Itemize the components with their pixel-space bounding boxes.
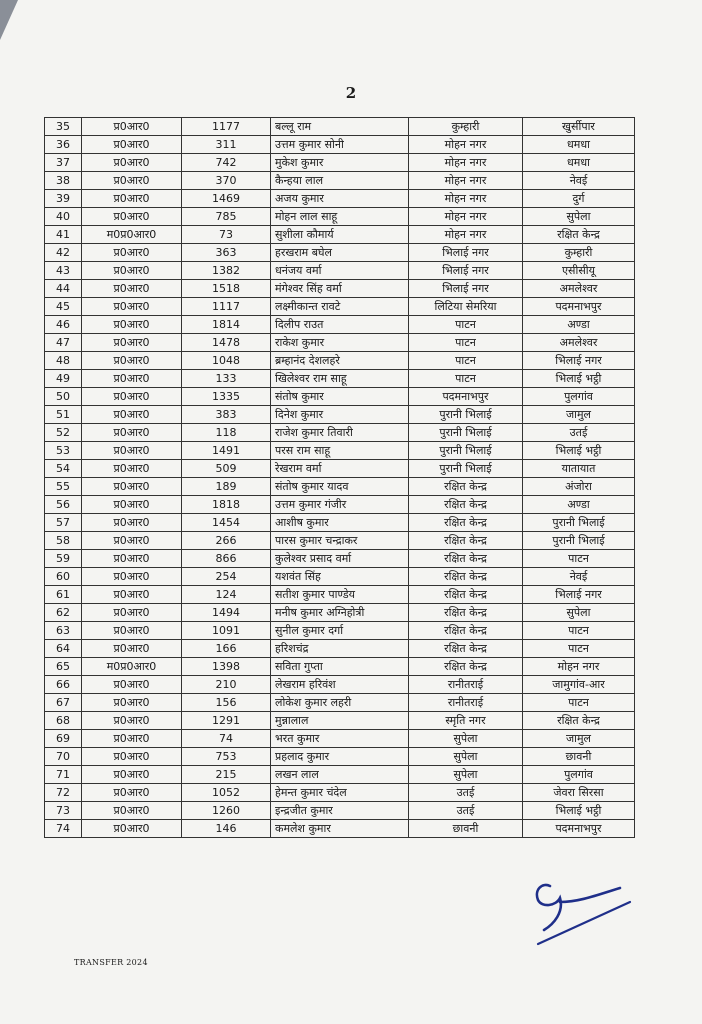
table-row [45, 640, 635, 658]
from-posting-cell: रानीतराई [409, 694, 523, 712]
rank-cell: प्र0आर0 [82, 298, 182, 316]
name-cell: पारस कुमार चन्द्राकर [271, 532, 409, 550]
badge-number-cell: 74 [182, 730, 271, 748]
from-posting-cell: मोहन नगर [409, 172, 523, 190]
table-row [45, 820, 635, 838]
table-row [45, 730, 635, 748]
badge-number-cell: 742 [182, 154, 271, 172]
rank-cell: प्र0आर0 [82, 712, 182, 730]
badge-number-cell: 1398 [182, 658, 271, 676]
rank-cell: प्र0आर0 [82, 802, 182, 820]
to-posting-cell: भिलाई भट्ठी [523, 370, 635, 388]
from-posting-cell: पाटन [409, 370, 523, 388]
rank-cell: प्र0आर0 [82, 460, 182, 478]
table-row [45, 748, 635, 766]
to-posting-cell: पुलगांव [523, 388, 635, 406]
table-row [45, 442, 635, 460]
table-row [45, 226, 635, 244]
to-posting-cell: पाटन [523, 694, 635, 712]
serial-number-cell: 60 [45, 568, 82, 586]
rank-cell: प्र0आर0 [82, 622, 182, 640]
badge-number-cell: 124 [182, 586, 271, 604]
to-posting-cell: पुलगांव [523, 766, 635, 784]
serial-number-cell: 73 [45, 802, 82, 820]
serial-number-cell: 53 [45, 442, 82, 460]
rank-cell: प्र0आर0 [82, 154, 182, 172]
table-row [45, 496, 635, 514]
from-posting-cell: रक्षित केन्द्र [409, 532, 523, 550]
from-posting-cell: रक्षित केन्द्र [409, 550, 523, 568]
serial-number-cell: 66 [45, 676, 82, 694]
table-row [45, 622, 635, 640]
rank-cell: प्र0आर0 [82, 730, 182, 748]
badge-number-cell: 1260 [182, 802, 271, 820]
rank-cell: प्र0आर0 [82, 514, 182, 532]
badge-number-cell: 266 [182, 532, 271, 550]
from-posting-cell: रक्षित केन्द्र [409, 586, 523, 604]
name-cell: ब्रम्हानंद देशलहरे [271, 352, 409, 370]
badge-number-cell: 1048 [182, 352, 271, 370]
rank-cell: प्र0आर0 [82, 694, 182, 712]
table-row [45, 694, 635, 712]
rank-cell: प्र0आर0 [82, 820, 182, 838]
name-cell: संतोष कुमार यादव [271, 478, 409, 496]
name-cell: आशीष कुमार [271, 514, 409, 532]
rank-cell: प्र0आर0 [82, 334, 182, 352]
from-posting-cell: रक्षित केन्द्र [409, 514, 523, 532]
serial-number-cell: 56 [45, 496, 82, 514]
from-posting-cell: पुरानी भिलाई [409, 460, 523, 478]
name-cell: सतीश कुमार पाण्डेय [271, 586, 409, 604]
signature-image [520, 872, 650, 952]
to-posting-cell: पुरानी भिलाई [523, 514, 635, 532]
serial-number-cell: 41 [45, 226, 82, 244]
serial-number-cell: 71 [45, 766, 82, 784]
name-cell: इन्द्रजीत कुमार [271, 802, 409, 820]
badge-number-cell: 254 [182, 568, 271, 586]
from-posting-cell: मोहन नगर [409, 190, 523, 208]
table-row [45, 766, 635, 784]
to-posting-cell: जामुगांव-आर [523, 676, 635, 694]
serial-number-cell: 49 [45, 370, 82, 388]
to-posting-cell: जामुल [523, 730, 635, 748]
table-row [45, 154, 635, 172]
serial-number-cell: 57 [45, 514, 82, 532]
name-cell: मनीष कुमार अग्निहोत्री [271, 604, 409, 622]
table-row [45, 532, 635, 550]
rank-cell: म0प्र0आर0 [82, 226, 182, 244]
serial-number-cell: 40 [45, 208, 82, 226]
name-cell: हरिशचंद्र [271, 640, 409, 658]
rank-cell: प्र0आर0 [82, 136, 182, 154]
name-cell: दिलीप राउत [271, 316, 409, 334]
rank-cell: प्र0आर0 [82, 568, 182, 586]
badge-number-cell: 215 [182, 766, 271, 784]
name-cell: मोहन लाल साहू [271, 208, 409, 226]
name-cell: धनंजय वर्मा [271, 262, 409, 280]
serial-number-cell: 45 [45, 298, 82, 316]
badge-number-cell: 118 [182, 424, 271, 442]
from-posting-cell: पुरानी भिलाई [409, 442, 523, 460]
name-cell: सविता गुप्ता [271, 658, 409, 676]
to-posting-cell: उतई [523, 424, 635, 442]
name-cell: प्रहलाद कुमार [271, 748, 409, 766]
table-row [45, 568, 635, 586]
from-posting-cell: रानीतराई [409, 676, 523, 694]
to-posting-cell: अण्डा [523, 316, 635, 334]
name-cell: लक्ष्मीकान्त रावटे [271, 298, 409, 316]
table-row [45, 334, 635, 352]
from-posting-cell: मोहन नगर [409, 136, 523, 154]
to-posting-cell: रक्षित केन्द्र [523, 226, 635, 244]
badge-number-cell: 1478 [182, 334, 271, 352]
rank-cell: प्र0आर0 [82, 442, 182, 460]
serial-number-cell: 38 [45, 172, 82, 190]
to-posting-cell: सुपेला [523, 604, 635, 622]
table-row [45, 388, 635, 406]
table-row [45, 316, 635, 334]
to-posting-cell: नेवई [523, 172, 635, 190]
to-posting-cell: मोहन नगर [523, 658, 635, 676]
badge-number-cell: 1518 [182, 280, 271, 298]
from-posting-cell: रक्षित केन्द्र [409, 568, 523, 586]
table-row [45, 244, 635, 262]
name-cell: सुनील कुमार दर्गा [271, 622, 409, 640]
to-posting-cell: एसीसीयू [523, 262, 635, 280]
rank-cell: प्र0आर0 [82, 766, 182, 784]
to-posting-cell: पदमनाभपुर [523, 298, 635, 316]
badge-number-cell: 1494 [182, 604, 271, 622]
serial-number-cell: 35 [45, 118, 82, 136]
table-row [45, 478, 635, 496]
rank-cell: प्र0आर0 [82, 676, 182, 694]
to-posting-cell: अण्डा [523, 496, 635, 514]
to-posting-cell: नेवई [523, 568, 635, 586]
table-row [45, 136, 635, 154]
serial-number-cell: 47 [45, 334, 82, 352]
to-posting-cell: भिलाई भट्ठी [523, 802, 635, 820]
badge-number-cell: 1469 [182, 190, 271, 208]
badge-number-cell: 133 [182, 370, 271, 388]
table-row [45, 676, 635, 694]
from-posting-cell: मोहन नगर [409, 154, 523, 172]
name-cell: लखन लाल [271, 766, 409, 784]
table-row [45, 118, 635, 136]
from-posting-cell: रक्षित केन्द्र [409, 604, 523, 622]
name-cell: मुन्नालाल [271, 712, 409, 730]
serial-number-cell: 55 [45, 478, 82, 496]
name-cell: हेमन्त कुमार चंदेल [271, 784, 409, 802]
serial-number-cell: 39 [45, 190, 82, 208]
rank-cell: प्र0आर0 [82, 244, 182, 262]
from-posting-cell: उतई [409, 784, 523, 802]
rank-cell: प्र0आर0 [82, 604, 182, 622]
rank-cell: प्र0आर0 [82, 316, 182, 334]
badge-number-cell: 166 [182, 640, 271, 658]
table-row [45, 550, 635, 568]
serial-number-cell: 48 [45, 352, 82, 370]
to-posting-cell: पाटन [523, 550, 635, 568]
page-number: 2 [345, 84, 357, 102]
from-posting-cell: स्मृति नगर [409, 712, 523, 730]
from-posting-cell: सुपेला [409, 766, 523, 784]
rank-cell: प्र0आर0 [82, 406, 182, 424]
to-posting-cell: अमलेश्वर [523, 334, 635, 352]
name-cell: सुशीला कौमार्य [271, 226, 409, 244]
rank-cell: प्र0आर0 [82, 280, 182, 298]
from-posting-cell: मोहन नगर [409, 208, 523, 226]
name-cell: यशवंत सिंह [271, 568, 409, 586]
table-row [45, 280, 635, 298]
serial-number-cell: 43 [45, 262, 82, 280]
table-row [45, 172, 635, 190]
rank-cell: प्र0आर0 [82, 388, 182, 406]
table-row [45, 298, 635, 316]
rank-cell: प्र0आर0 [82, 424, 182, 442]
serial-number-cell: 50 [45, 388, 82, 406]
rank-cell: प्र0आर0 [82, 262, 182, 280]
to-posting-cell: पुरानी भिलाई [523, 532, 635, 550]
to-posting-cell: अमलेश्वर [523, 280, 635, 298]
name-cell: कुलेश्वर प्रसाद वर्मा [271, 550, 409, 568]
from-posting-cell: पुरानी भिलाई [409, 424, 523, 442]
rank-cell: प्र0आर0 [82, 478, 182, 496]
rank-cell: प्र0आर0 [82, 496, 182, 514]
from-posting-cell: कुम्हारी [409, 118, 523, 136]
rank-cell: प्र0आर0 [82, 118, 182, 136]
name-cell: अजय कुमार [271, 190, 409, 208]
to-posting-cell: दुर्ग [523, 190, 635, 208]
badge-number-cell: 1117 [182, 298, 271, 316]
from-posting-cell: भिलाई नगर [409, 280, 523, 298]
to-posting-cell: धमधा [523, 136, 635, 154]
name-cell: मंगेश्वर सिंह वर्मा [271, 280, 409, 298]
to-posting-cell: रक्षित केन्द्र [523, 712, 635, 730]
badge-number-cell: 866 [182, 550, 271, 568]
page-corner-shadow [0, 0, 18, 40]
from-posting-cell: सुपेला [409, 748, 523, 766]
transfer-table-body [45, 118, 635, 838]
serial-number-cell: 36 [45, 136, 82, 154]
rank-cell: प्र0आर0 [82, 352, 182, 370]
transfer-table [44, 117, 635, 838]
table-row [45, 514, 635, 532]
serial-number-cell: 70 [45, 748, 82, 766]
badge-number-cell: 785 [182, 208, 271, 226]
serial-number-cell: 61 [45, 586, 82, 604]
name-cell: परस राम साहू [271, 442, 409, 460]
from-posting-cell: रक्षित केन्द्र [409, 622, 523, 640]
footer-label: TRANSFER 2024 [74, 958, 148, 967]
badge-number-cell: 1177 [182, 118, 271, 136]
serial-number-cell: 72 [45, 784, 82, 802]
from-posting-cell: भिलाई नगर [409, 244, 523, 262]
badge-number-cell: 1818 [182, 496, 271, 514]
table-row [45, 406, 635, 424]
from-posting-cell: मोहन नगर [409, 226, 523, 244]
table-row [45, 784, 635, 802]
to-posting-cell: भिलाई नगर [523, 352, 635, 370]
to-posting-cell: खुर्सीपार [523, 118, 635, 136]
name-cell: खिलेश्वर राम साहू [271, 370, 409, 388]
name-cell: रेखराम वर्मा [271, 460, 409, 478]
badge-number-cell: 210 [182, 676, 271, 694]
rank-cell: प्र0आर0 [82, 532, 182, 550]
badge-number-cell: 73 [182, 226, 271, 244]
to-posting-cell: कुम्हारी [523, 244, 635, 262]
serial-number-cell: 58 [45, 532, 82, 550]
from-posting-cell: रक्षित केन्द्र [409, 640, 523, 658]
table-row [45, 712, 635, 730]
to-posting-cell: भिलाई भट्ठी [523, 442, 635, 460]
serial-number-cell: 68 [45, 712, 82, 730]
from-posting-cell: उतई [409, 802, 523, 820]
table-row [45, 658, 635, 676]
badge-number-cell: 1454 [182, 514, 271, 532]
serial-number-cell: 54 [45, 460, 82, 478]
serial-number-cell: 74 [45, 820, 82, 838]
name-cell: दिनेश कुमार [271, 406, 409, 424]
table-row [45, 424, 635, 442]
name-cell: राजेश कुमार तिवारी [271, 424, 409, 442]
rank-cell: प्र0आर0 [82, 190, 182, 208]
from-posting-cell: पाटन [409, 352, 523, 370]
badge-number-cell: 1335 [182, 388, 271, 406]
from-posting-cell: सुपेला [409, 730, 523, 748]
serial-number-cell: 69 [45, 730, 82, 748]
serial-number-cell: 67 [45, 694, 82, 712]
rank-cell: प्र0आर0 [82, 370, 182, 388]
serial-number-cell: 51 [45, 406, 82, 424]
serial-number-cell: 42 [45, 244, 82, 262]
table-row [45, 190, 635, 208]
from-posting-cell: भिलाई नगर [409, 262, 523, 280]
name-cell: लोकेश कुमार लहरी [271, 694, 409, 712]
from-posting-cell: रक्षित केन्द्र [409, 496, 523, 514]
badge-number-cell: 146 [182, 820, 271, 838]
to-posting-cell: छावनी [523, 748, 635, 766]
badge-number-cell: 156 [182, 694, 271, 712]
serial-number-cell: 52 [45, 424, 82, 442]
to-posting-cell: पदमनाभपुर [523, 820, 635, 838]
badge-number-cell: 370 [182, 172, 271, 190]
rank-cell: प्र0आर0 [82, 208, 182, 226]
serial-number-cell: 62 [45, 604, 82, 622]
name-cell: राकेश कुमार [271, 334, 409, 352]
rank-cell: प्र0आर0 [82, 748, 182, 766]
name-cell: उत्तम कुमार गंजीर [271, 496, 409, 514]
from-posting-cell: पदमनाभपुर [409, 388, 523, 406]
to-posting-cell: पाटन [523, 622, 635, 640]
badge-number-cell: 363 [182, 244, 271, 262]
table-row [45, 352, 635, 370]
serial-number-cell: 44 [45, 280, 82, 298]
to-posting-cell: अंजोरा [523, 478, 635, 496]
from-posting-cell: रक्षित केन्द्र [409, 478, 523, 496]
badge-number-cell: 1491 [182, 442, 271, 460]
badge-number-cell: 311 [182, 136, 271, 154]
serial-number-cell: 64 [45, 640, 82, 658]
to-posting-cell: जेवरा सिरसा [523, 784, 635, 802]
table-row [45, 586, 635, 604]
badge-number-cell: 1814 [182, 316, 271, 334]
name-cell: संतोष कुमार [271, 388, 409, 406]
table-row [45, 604, 635, 622]
badge-number-cell: 189 [182, 478, 271, 496]
table-row [45, 370, 635, 388]
from-posting-cell: पुरानी भिलाई [409, 406, 523, 424]
rank-cell: प्र0आर0 [82, 172, 182, 190]
badge-number-cell: 383 [182, 406, 271, 424]
serial-number-cell: 59 [45, 550, 82, 568]
rank-cell: प्र0आर0 [82, 550, 182, 568]
from-posting-cell: छावनी [409, 820, 523, 838]
from-posting-cell: रक्षित केन्द्र [409, 658, 523, 676]
badge-number-cell: 1291 [182, 712, 271, 730]
name-cell: भरत कुमार [271, 730, 409, 748]
badge-number-cell: 509 [182, 460, 271, 478]
to-posting-cell: सुपेला [523, 208, 635, 226]
name-cell: कमलेश कुमार [271, 820, 409, 838]
name-cell: लेखराम हरिवंश [271, 676, 409, 694]
name-cell: उत्तम कुमार सोनी [271, 136, 409, 154]
rank-cell: प्र0आर0 [82, 586, 182, 604]
rank-cell: प्र0आर0 [82, 784, 182, 802]
table-row [45, 208, 635, 226]
to-posting-cell: भिलाई नगर [523, 586, 635, 604]
name-cell: बल्लू राम [271, 118, 409, 136]
to-posting-cell: पाटन [523, 640, 635, 658]
name-cell: कैन्हया लाल [271, 172, 409, 190]
rank-cell: म0प्र0आर0 [82, 658, 182, 676]
name-cell: मुकेश कुमार [271, 154, 409, 172]
from-posting-cell: पाटन [409, 334, 523, 352]
badge-number-cell: 1052 [182, 784, 271, 802]
badge-number-cell: 1091 [182, 622, 271, 640]
to-posting-cell: यातायात [523, 460, 635, 478]
serial-number-cell: 37 [45, 154, 82, 172]
serial-number-cell: 46 [45, 316, 82, 334]
rank-cell: प्र0आर0 [82, 640, 182, 658]
from-posting-cell: लिटिया सेमरिया [409, 298, 523, 316]
to-posting-cell: जामुल [523, 406, 635, 424]
to-posting-cell: धमधा [523, 154, 635, 172]
table-row [45, 460, 635, 478]
name-cell: हरखराम बघेल [271, 244, 409, 262]
badge-number-cell: 1382 [182, 262, 271, 280]
from-posting-cell: पाटन [409, 316, 523, 334]
badge-number-cell: 753 [182, 748, 271, 766]
table-row [45, 802, 635, 820]
serial-number-cell: 65 [45, 658, 82, 676]
serial-number-cell: 63 [45, 622, 82, 640]
table-row [45, 262, 635, 280]
